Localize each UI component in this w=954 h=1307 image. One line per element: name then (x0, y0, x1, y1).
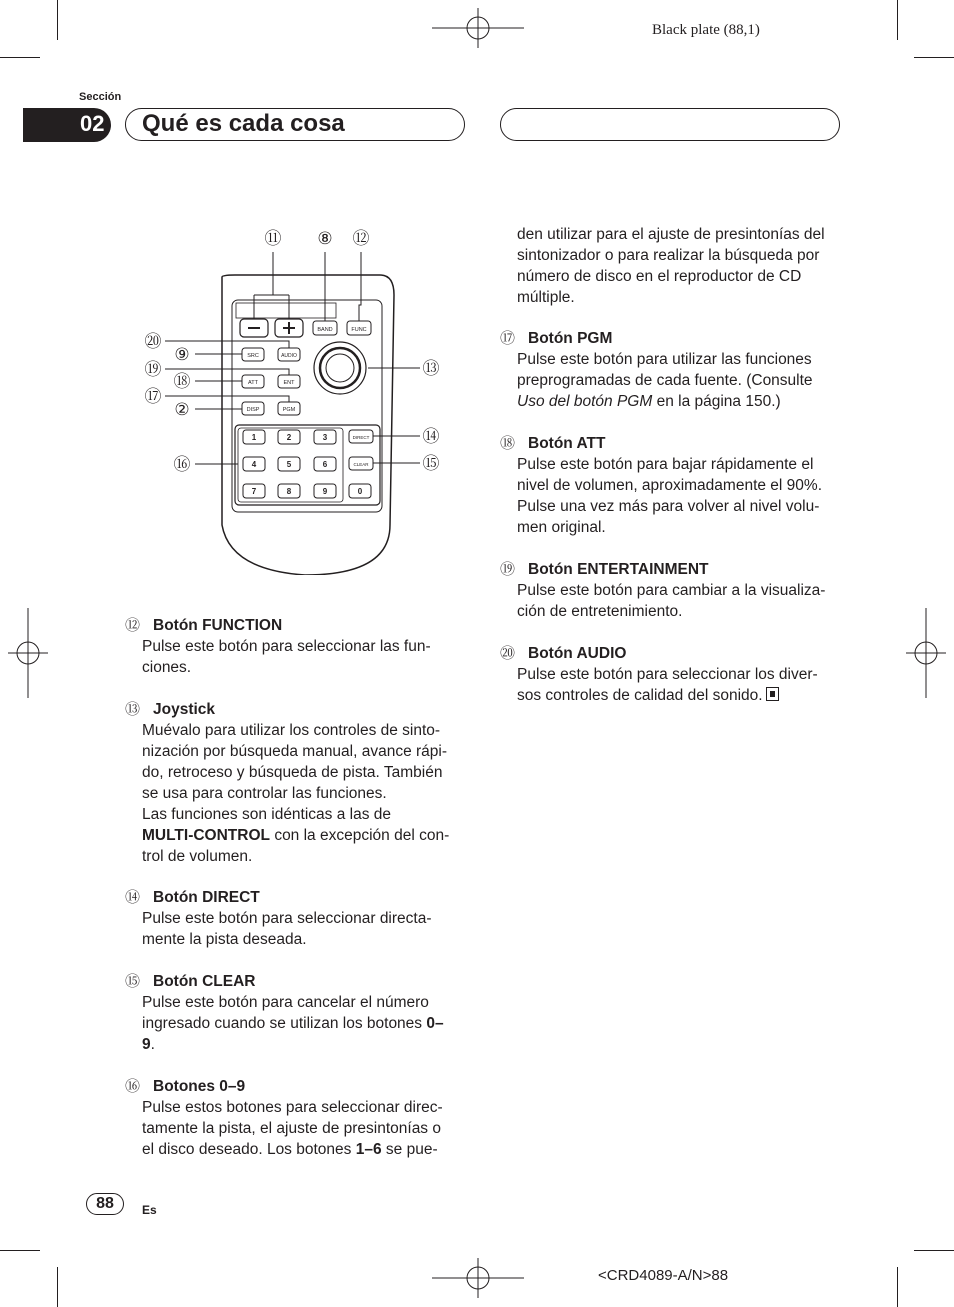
crop-mark (897, 1267, 898, 1307)
item-title: Botón ATT (528, 435, 606, 452)
item-audio (500, 643, 830, 706)
item-title: Botón FUNCTION (153, 617, 283, 634)
item-number: ⑯ (125, 1078, 141, 1095)
digit-label-9: 9 (322, 487, 328, 496)
crop-mark (0, 1250, 40, 1251)
item-att (500, 433, 830, 538)
item-text: Pulse este botón para utilizar las funciones preprogramadas de cada fuente. (Consulte Uso del botón PGM en la página 150.) (517, 351, 813, 410)
item-text: den utilizar para el ajuste de presintonías del sintonizador o para realizar la búsqueda por número de disco en el reproductor de CD múltiple. (517, 226, 825, 306)
item-text: Pulse este botón para seleccionar directa-mente la pista deseada. (142, 910, 432, 948)
item-continuation (500, 224, 830, 308)
callout-14: ⑭ (422, 427, 440, 446)
digit-label-4: 4 (251, 460, 257, 469)
plate-label: Black plate (88,1) (652, 22, 760, 38)
callout-20: ⑳ (144, 332, 162, 351)
item-entertainment (500, 559, 830, 622)
registration-mark-top (432, 8, 524, 48)
item-number: ⑭ (125, 889, 141, 906)
item-text-2: Las funciones son idénticas a las de MULTI-CONTROL con la excepción del con-trol de volumen. (142, 806, 450, 865)
item-digits (125, 1076, 455, 1160)
crop-mark (57, 0, 58, 40)
crop-mark (914, 57, 954, 58)
item-title: Joystick (153, 701, 216, 718)
audio-button-label: AUDIO (281, 353, 297, 359)
item-title: Botón CLEAR (153, 973, 256, 990)
registration-mark-bottom (432, 1258, 524, 1298)
item-text: Pulse estos botones para seleccionar direc-tamente la pista, el ajuste de presintonías o el disco deseado. Los botones 1–6 se pue- (142, 1099, 443, 1158)
item-text: Pulse este botón para seleccionar los diver-sos controles de calidad del sonido. (517, 666, 818, 704)
registration-mark-right (906, 608, 946, 698)
remote-control-diagram (140, 225, 450, 575)
top-window (236, 303, 336, 318)
item-text: Pulse este botón para cambiar a la visualiza-ción de entretenimiento. (517, 582, 826, 620)
att-button-label: ATT (248, 380, 258, 386)
crop-mark (0, 57, 40, 58)
item-text: Pulse este botón para bajar rápidamente el nivel de volumen, aproximadamente el 90%. Pulse una vez más para volver al nivel volu-men original. (517, 456, 823, 536)
digit-label-6: 6 (322, 460, 328, 469)
pgm-button-label: PGM (282, 407, 296, 413)
crop-mark (897, 0, 898, 40)
item-number: ⑳ (500, 645, 516, 662)
callout-16: ⑯ (173, 455, 191, 474)
language-code: Es (142, 1203, 157, 1217)
band-button-label: BAND (317, 327, 333, 333)
item-number: ⑱ (500, 435, 516, 452)
callout-8: ⑧ (317, 229, 333, 248)
joystick-knob (326, 354, 354, 382)
item-title: Botón AUDIO (528, 645, 627, 662)
item-number: ⑮ (125, 973, 141, 990)
item-joystick (125, 699, 455, 867)
ent-button-label: ENT (283, 380, 295, 386)
item-number: ⑬ (125, 701, 141, 718)
section-number: 02 (80, 111, 105, 136)
item-number: ⑲ (500, 561, 516, 578)
clear-button-label: CLEAR (353, 462, 369, 467)
disp-button-label: DISP (246, 407, 260, 413)
callout-12: ⑫ (352, 229, 370, 248)
page-number: 88 (86, 1193, 124, 1215)
callout-11: ⑪ (264, 229, 282, 248)
item-title: Botón ENTERTAINMENT (528, 561, 709, 578)
callout-15: ⑮ (422, 454, 440, 473)
item-title: Botón DIRECT (153, 889, 260, 906)
item-title: Botón PGM (528, 330, 613, 347)
page-title: Qué es cada cosa (142, 110, 345, 137)
digit-label-2: 2 (286, 433, 292, 442)
item-function (125, 615, 455, 678)
digit-label-7: 7 (251, 487, 257, 496)
callout-13: ⑬ (422, 359, 440, 378)
func-button-label: FUNC (351, 327, 367, 333)
crop-mark (914, 1250, 954, 1251)
digit-label-0: 0 (357, 487, 363, 496)
digit-label-3: 3 (322, 433, 328, 442)
end-of-section-icon (766, 687, 779, 701)
callout-17: ⑰ (144, 387, 162, 406)
callout-18: ⑱ (173, 372, 191, 391)
item-text: Pulse este botón para cancelar el número ingresado cuando se utilizan los botones 0–9. (142, 994, 444, 1053)
item-text: Muévalo para utilizar los controles de sinto-nización por búsqueda manual, avance rápi-do, retroceso y búsqueda de pista. También se usa para controlar las funciones. (142, 722, 448, 802)
item-text: Pulse este botón para seleccionar las fun-ciones. (142, 638, 431, 676)
crop-mark (57, 1267, 58, 1307)
callout-9: ⑨ (174, 345, 190, 364)
item-clear (125, 971, 455, 1055)
src-button-label: SRC (247, 353, 259, 359)
digit-label-8: 8 (286, 487, 292, 496)
callout-19: ⑲ (144, 360, 162, 379)
item-title: Botones 0–9 (153, 1078, 246, 1095)
digit-label-1: 1 (251, 433, 257, 442)
callout-2: ② (174, 400, 190, 419)
item-pgm (500, 328, 830, 412)
direct-button-label: DIRECT (352, 435, 370, 440)
item-number: ⑫ (125, 617, 141, 634)
blank-title-frame (500, 108, 840, 141)
registration-mark-left (8, 608, 48, 698)
section-label: Sección (79, 91, 122, 103)
digit-label-5: 5 (286, 460, 292, 469)
item-number: ⑰ (500, 330, 516, 347)
item-direct (125, 887, 455, 950)
document-code: <CRD4089-A/N>88 (598, 1267, 729, 1284)
